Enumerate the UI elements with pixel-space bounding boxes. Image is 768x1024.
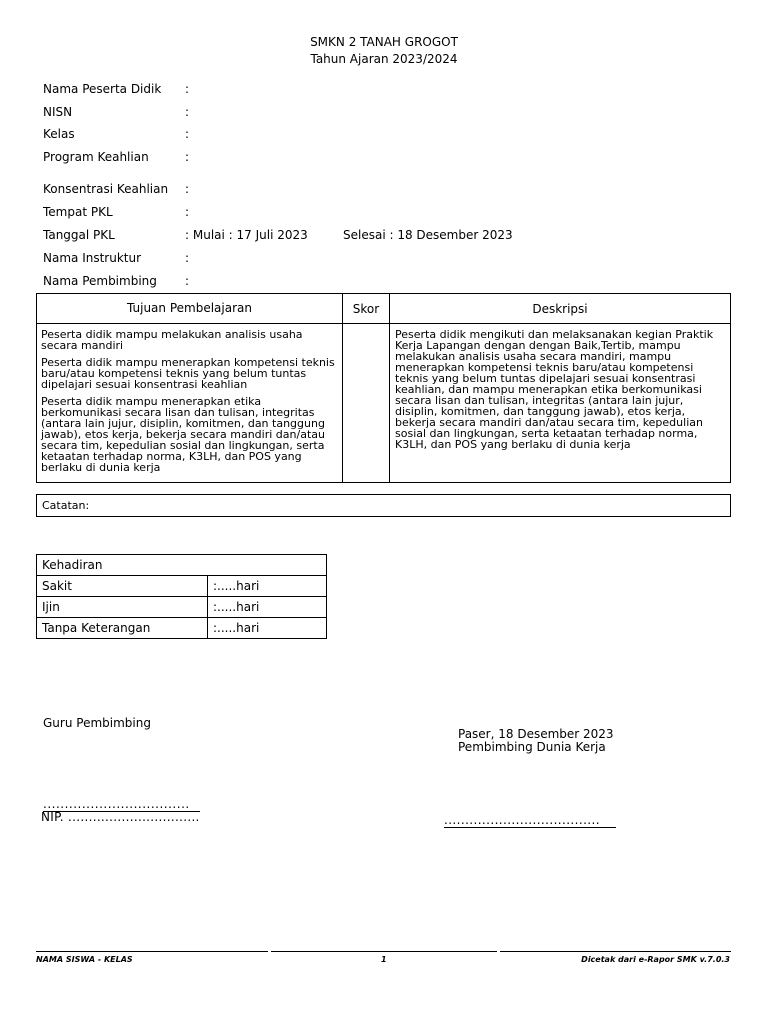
table-header-row [37,294,731,324]
field-value-konsentrasi: : [185,182,190,196]
objective-item: Peserta didik mampu melakukan analisis usaha secara mandiri [41,328,303,352]
academic-year: Tahun Ajaran 2023/2024 [310,52,458,66]
field-label-tempat: Tempat PKL [43,205,113,219]
table-row [37,324,731,483]
footer-divider-left [36,951,268,952]
score-cell [343,324,390,483]
school-name: SMKN 2 TANAH GROGOT [310,35,458,49]
field-label-nisn: NISN [43,105,73,119]
header-skor: Skor [343,294,390,324]
field-value-instruktur: : [185,251,190,265]
table-row [37,576,327,597]
field-value-tempat: : [185,205,190,219]
footer-divider-right [500,951,731,952]
field-label-nama: Nama Peserta Didik [43,82,162,96]
footer-student: NAMA SISWA - KELAS [36,955,133,964]
pembimbing-dunia-kerja-title: Pembimbing Dunia Kerja [458,740,606,754]
field-value-nisn: : [185,105,190,119]
attendance-table [36,554,327,639]
notes-box [36,494,731,517]
objective-item: Peserta didik mampu menerapkan kompetensi teknis baru/atau kompetensi teknis yang belum tuntas dipelajari sesuai konsentrasi keahlian [41,356,335,391]
field-label-konsentrasi: Konsentrasi Keahlian [43,182,169,196]
description-cell: Peserta didik mengikuti dan melaksanakan kegian Praktik Kerja Lapangan dengan dengan Baik,Tertib, mampu melakukan analisis usaha secara mandiri, mampu menerapkan kompetensi teknis baru/atau kompetensi teknis yang belum tuntas dipelajari sesuai konsentrasi keahlian, dan mampu menerapkan etika berkomunikasi secara lisan dan tulisan, integritas (antara lain jujur, disiplin, komitmen, dan tanggung jawab), etos kerja, bekerja secara mandiri dan/atau secara tim, kepedulian sosial dan lingkungan, serta ketaatan terhadap norma, K3LH, dan POS yang berlaku di dunia kerja [390,324,731,483]
notes-label: Catatan: [42,499,90,512]
assessment-table [36,293,731,483]
field-label-instruktur: Nama Instruktur [43,251,142,265]
field-value-tanggal-selesai: Selesai : 18 Desember 2023 [343,228,513,242]
attendance-label-tanpa-keterangan: Tanpa Keterangan [37,618,208,639]
field-value-nama: : [185,82,190,96]
field-value-program: : [185,150,190,164]
place-date: Paser, 18 Desember 2023 [458,727,614,741]
attendance-value-sakit: :.....hari [208,576,327,597]
dunia-kerja-signature-underline [444,827,616,828]
objective-item: Peserta didik mampu menerapkan etika berkomunikasi secara lisan dan tulisan, integritas (antara lain jujur, disiplin, komitmen, dan tanggung jawab), etos kerja, bekerja secara mandiri dan/atau secara tim, kepedulian sosial dan lingkungan, serta ketaatan terhadap norma, K3LH, dan POS yang berlaku di dunia kerja [41,395,325,474]
footer-page-number: 1 [381,955,387,964]
guru-pembimbing-title: Guru Pembimbing [43,716,151,730]
attendance-title-row [37,555,327,576]
table-row [37,618,327,639]
field-label-kelas: Kelas [43,127,75,141]
field-label-program: Program Keahlian [43,150,149,164]
field-value-pembimbing: : [185,274,190,288]
attendance-title: Kehadiran [37,555,327,576]
attendance-value-tanpa-keterangan: :.....hari [208,618,327,639]
nip-line: NIP. ................................ [41,810,200,824]
dunia-kerja-signature-line: ..................................... [444,813,600,827]
field-value-kelas: : [185,127,190,141]
guru-signature-line: .................................. [43,797,190,811]
attendance-label-sakit: Sakit [37,576,208,597]
footer-printed-from: Dicetak dari e-Rapor SMK v.7.0.3 [581,955,730,964]
header-deskripsi: Deskripsi [390,294,731,324]
objectives-cell [37,324,343,483]
field-value-tanggal-mulai: : Mulai : 17 Juli 2023 [185,228,308,242]
field-label-tanggal: Tanggal PKL [43,228,115,242]
attendance-label-ijin: Ijin [37,597,208,618]
footer-divider-center [271,951,497,952]
field-label-pembimbing: Nama Pembimbing [43,274,157,288]
header-tujuan: Tujuan Pembelajaran [37,294,343,324]
attendance-value-ijin: :.....hari [208,597,327,618]
table-row [37,597,327,618]
